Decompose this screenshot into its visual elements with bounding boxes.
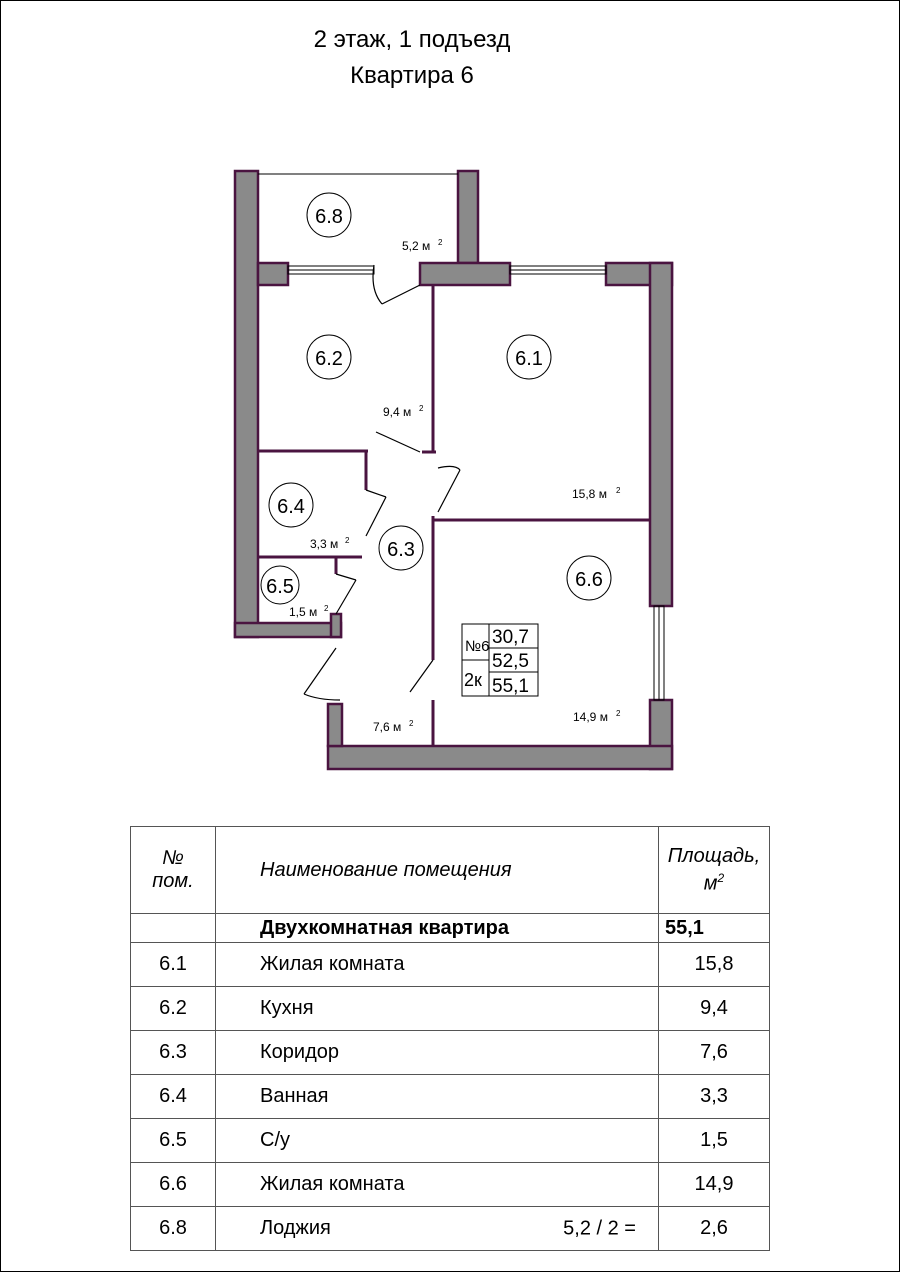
room-id: 6.3: [387, 539, 415, 561]
total-name: Двухкомнатная квартира: [216, 914, 659, 943]
row-name: С/у: [260, 1129, 290, 1151]
door-room-6-1: [438, 470, 460, 512]
wall-top-left: [258, 263, 288, 285]
area-sup: 2: [616, 709, 621, 718]
room-id: 6.8: [315, 206, 343, 228]
area-sup: 2: [438, 238, 443, 247]
row-name: Жилая комната: [260, 953, 405, 975]
row-name-cell: [216, 1031, 659, 1075]
row-number: 6.8: [131, 1207, 216, 1251]
room-6-2: [307, 335, 424, 419]
stamp-rooms-type: 2к: [464, 670, 482, 690]
wall-step-post: [331, 614, 341, 637]
room-area: 5,2 м: [402, 239, 431, 253]
door-wc: [336, 580, 356, 614]
room-6-1: [507, 335, 621, 501]
area-sup: 2: [324, 604, 329, 613]
row-area: 7,6: [659, 1031, 770, 1075]
wall-top-middle: [420, 263, 510, 285]
row-name-cell: [216, 987, 659, 1031]
room-6-4: [269, 483, 350, 551]
room-id: 6.2: [315, 348, 343, 370]
door-loggia: [382, 285, 420, 304]
stamp-living-area: 30,7: [492, 627, 529, 648]
walls: [235, 171, 672, 769]
table-row: [131, 1207, 770, 1251]
room-area: 9,4 м: [383, 405, 412, 419]
apartment-title: Квартира 6: [350, 62, 474, 89]
area-sup: 2: [419, 404, 424, 413]
room-id: 6.6: [575, 569, 603, 591]
row-number: 6.5: [131, 1119, 216, 1163]
row-name-cell: [216, 1207, 659, 1251]
row-number: 6.4: [131, 1075, 216, 1119]
row-area: 1,5: [659, 1119, 770, 1163]
row-area: 15,8: [659, 943, 770, 987]
row-name: Кухня: [260, 997, 314, 1019]
stamp-total-area: 55,1: [492, 676, 529, 697]
row-name: Ванная: [260, 1085, 329, 1107]
room-area: 15,8 м: [572, 487, 607, 501]
row-number: 6.3: [131, 1031, 216, 1075]
apartment-stamp: [462, 624, 538, 697]
table-row: [131, 1075, 770, 1119]
stamp-useful-area: 52,5: [492, 651, 529, 672]
header-area: Площадь, $м^2$: [659, 827, 770, 914]
area-sup: 2: [345, 536, 350, 545]
room-area: 1,5 м: [289, 605, 318, 619]
table-total-row: [131, 914, 770, 943]
wall-bottom: [328, 746, 672, 769]
room-6-6: [567, 556, 621, 724]
table-row: [131, 943, 770, 987]
row-number: 6.1: [131, 943, 216, 987]
wall-right-upper: [650, 263, 672, 606]
row-area: 3,3: [659, 1075, 770, 1119]
wall-bottom-left-stub: [328, 704, 342, 746]
room-6-3: [373, 526, 423, 734]
table-row: [131, 1119, 770, 1163]
area-sup: 2: [616, 486, 621, 495]
room-area: 3,3 м: [310, 537, 339, 551]
room-schedule-table: [130, 826, 770, 1251]
total-area: 55,1: [659, 914, 770, 943]
table-row: [131, 1031, 770, 1075]
table-header-row: [131, 827, 770, 914]
row-area: 14,9: [659, 1163, 770, 1207]
row-name-cell: [216, 943, 659, 987]
door-kitchen: [376, 432, 420, 452]
room-id: 6.5: [266, 576, 294, 598]
wall-bottom-step: [235, 623, 341, 637]
floor-entrance-title: 2 этаж, 1 подъезд: [313, 26, 511, 53]
room-area: 7,6 м: [373, 720, 402, 734]
row-name-cell: [216, 1075, 659, 1119]
row-calc: 5,2 / 2 =: [563, 1217, 636, 1239]
room-id: 6.4: [277, 496, 305, 518]
room-6-8: [307, 193, 443, 253]
row-name: Жилая комната: [260, 1173, 405, 1195]
row-area: 9,4: [659, 987, 770, 1031]
row-number: 6.6: [131, 1163, 216, 1207]
door-bath: [366, 497, 386, 536]
door-room-6-6: [410, 660, 433, 692]
row-name: Лоджия: [260, 1217, 331, 1239]
door-entrance: [304, 648, 336, 694]
header-name: Наименование помещения: [216, 827, 659, 914]
row-name-cell: [216, 1119, 659, 1163]
area-sup: 2: [409, 719, 414, 728]
row-number: 6.2: [131, 987, 216, 1031]
row-name-cell: [216, 1163, 659, 1207]
table-row: [131, 1163, 770, 1207]
stamp-apartment-no: №6: [465, 638, 490, 655]
room-area: 14,9 м: [573, 710, 608, 724]
wall-left-outer: [235, 171, 258, 637]
row-name: Коридор: [260, 1041, 339, 1063]
header-number: № пом.: [131, 827, 216, 914]
table-row: [131, 987, 770, 1031]
room-6-5: [261, 566, 329, 619]
row-area: 2,6: [659, 1207, 770, 1251]
room-id: 6.1: [515, 348, 543, 370]
wall-loggia-right: [458, 171, 478, 263]
